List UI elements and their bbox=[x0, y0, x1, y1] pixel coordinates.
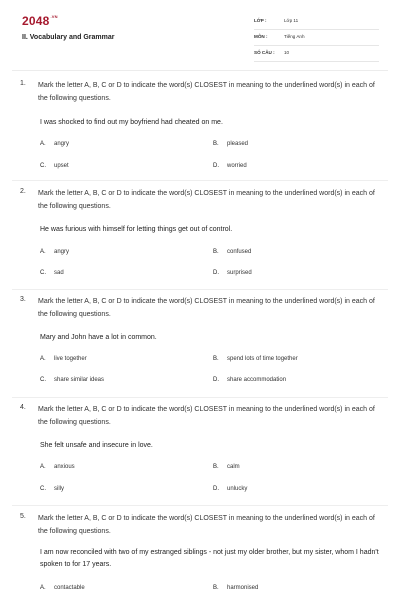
question-instruction: Mark the letter A, B, C or D to indicate the word(s) CLOSEST in meaning to the underlined word(s) in each of the following questions. bbox=[38, 82, 375, 102]
option-text: live together bbox=[54, 356, 87, 362]
option-a[interactable] bbox=[40, 356, 87, 362]
option-text: share accommodation bbox=[227, 377, 287, 383]
option-c[interactable] bbox=[40, 377, 104, 383]
question-stem: Mary and John have a lot in common. bbox=[40, 334, 157, 341]
meta-label-class: LỚP : bbox=[254, 18, 267, 23]
option-text: contactable bbox=[54, 585, 85, 591]
option-letter: C. bbox=[40, 377, 46, 383]
meta-label-subject: MÔN : bbox=[254, 34, 268, 39]
option-a[interactable] bbox=[40, 585, 85, 591]
question-divider bbox=[12, 505, 388, 506]
question-stem: He was furious with himself for letting things get out of control. bbox=[40, 226, 233, 233]
option-letter: D. bbox=[213, 377, 219, 383]
option-text: harmonised bbox=[227, 585, 259, 591]
page-header bbox=[0, 0, 400, 68]
option-letter: A. bbox=[40, 585, 46, 591]
option-a[interactable] bbox=[40, 249, 69, 255]
option-letter: B. bbox=[213, 464, 219, 470]
option-text: upset bbox=[54, 163, 69, 169]
option-text: anxious bbox=[54, 464, 75, 470]
option-letter: B. bbox=[213, 585, 219, 591]
option-letter: B. bbox=[213, 249, 219, 255]
question-stem: She felt unsafe and insecure in love. bbox=[40, 442, 153, 449]
meta-value-class: Lớp 11 bbox=[284, 18, 299, 23]
option-a[interactable] bbox=[40, 141, 69, 147]
question-divider bbox=[12, 289, 388, 290]
option-d[interactable] bbox=[213, 486, 247, 492]
brand-logo[interactable] bbox=[22, 14, 58, 28]
option-text: angry bbox=[54, 249, 70, 255]
question-instruction: Mark the letter A, B, C or D to indicate the word(s) CLOSEST in meaning to the underlined word(s) in each of the following questions. bbox=[38, 515, 375, 535]
option-b[interactable] bbox=[213, 464, 240, 470]
meta-label-count: SỐ CÂU : bbox=[254, 50, 275, 55]
header-divider bbox=[12, 70, 388, 71]
option-d[interactable] bbox=[213, 270, 252, 276]
option-text: surprised bbox=[227, 270, 252, 276]
meta-panel bbox=[254, 17, 379, 65]
option-d[interactable] bbox=[213, 163, 247, 169]
option-letter: C. bbox=[40, 163, 46, 169]
option-c[interactable] bbox=[40, 270, 64, 276]
option-text: sad bbox=[54, 270, 64, 276]
question-number: 1. bbox=[20, 80, 26, 87]
question-stem: I was shocked to find out my boyfriend had cheated on me. bbox=[40, 119, 223, 126]
question-instruction: Mark the letter A, B, C or D to indicate the word(s) CLOSEST in meaning to the underlined word(s) in each of the following questions. bbox=[38, 406, 375, 426]
meta-value-subject: Tiếng Anh bbox=[284, 34, 305, 39]
meta-row-count bbox=[254, 49, 379, 62]
option-text: share similar ideas bbox=[54, 377, 105, 383]
option-text: worried bbox=[227, 163, 247, 169]
option-letter: A. bbox=[40, 141, 46, 147]
option-a[interactable] bbox=[40, 464, 75, 470]
option-c[interactable] bbox=[40, 486, 64, 492]
question-divider bbox=[12, 180, 388, 181]
section-title: II. Vocabulary and Grammar bbox=[22, 34, 115, 41]
option-b[interactable] bbox=[213, 249, 251, 255]
option-text: pleased bbox=[227, 141, 249, 147]
option-letter: D. bbox=[213, 163, 219, 169]
question-number: 3. bbox=[20, 296, 26, 303]
brand-suffix: .VN bbox=[50, 14, 58, 19]
option-letter: D. bbox=[213, 486, 219, 492]
question-number: 5. bbox=[20, 513, 26, 520]
option-text: confused bbox=[227, 249, 252, 255]
option-text: angry bbox=[54, 141, 70, 147]
question-number: 4. bbox=[20, 404, 26, 411]
option-b[interactable] bbox=[213, 356, 298, 362]
option-letter: C. bbox=[40, 486, 46, 492]
option-text: silly bbox=[54, 486, 64, 492]
meta-value-count: 10 bbox=[284, 50, 290, 55]
option-text: calm bbox=[227, 464, 240, 470]
option-letter: A. bbox=[40, 464, 46, 470]
option-letter: C. bbox=[40, 270, 46, 276]
question-instruction: Mark the letter A, B, C or D to indicate the word(s) CLOSEST in meaning to the underlined word(s) in each of the following questions. bbox=[38, 298, 375, 318]
question-stem: I am now reconciled with two of my estranged siblings - not just my older brother, but my sister, whom I hadn't spoken to for 17 years. bbox=[40, 549, 379, 568]
meta-row-subject bbox=[254, 33, 379, 46]
meta-row-class bbox=[254, 17, 379, 30]
option-b[interactable] bbox=[213, 585, 258, 591]
brand-main: 2048 bbox=[22, 14, 50, 28]
option-letter: A. bbox=[40, 249, 46, 255]
option-text: spend lots of time together bbox=[227, 356, 298, 362]
option-letter: A. bbox=[40, 356, 46, 362]
question-instruction: Mark the letter A, B, C or D to indicate the word(s) CLOSEST in meaning to the underlined word(s) in each of the following questions. bbox=[38, 190, 375, 210]
option-text: unlucky bbox=[227, 486, 248, 492]
question-divider bbox=[12, 397, 388, 398]
option-c[interactable] bbox=[40, 163, 69, 169]
question-number: 2. bbox=[20, 188, 26, 195]
option-letter: B. bbox=[213, 356, 219, 362]
option-d[interactable] bbox=[213, 377, 286, 383]
option-b[interactable] bbox=[213, 141, 248, 147]
option-letter: D. bbox=[213, 270, 219, 276]
option-letter: B. bbox=[213, 141, 219, 147]
